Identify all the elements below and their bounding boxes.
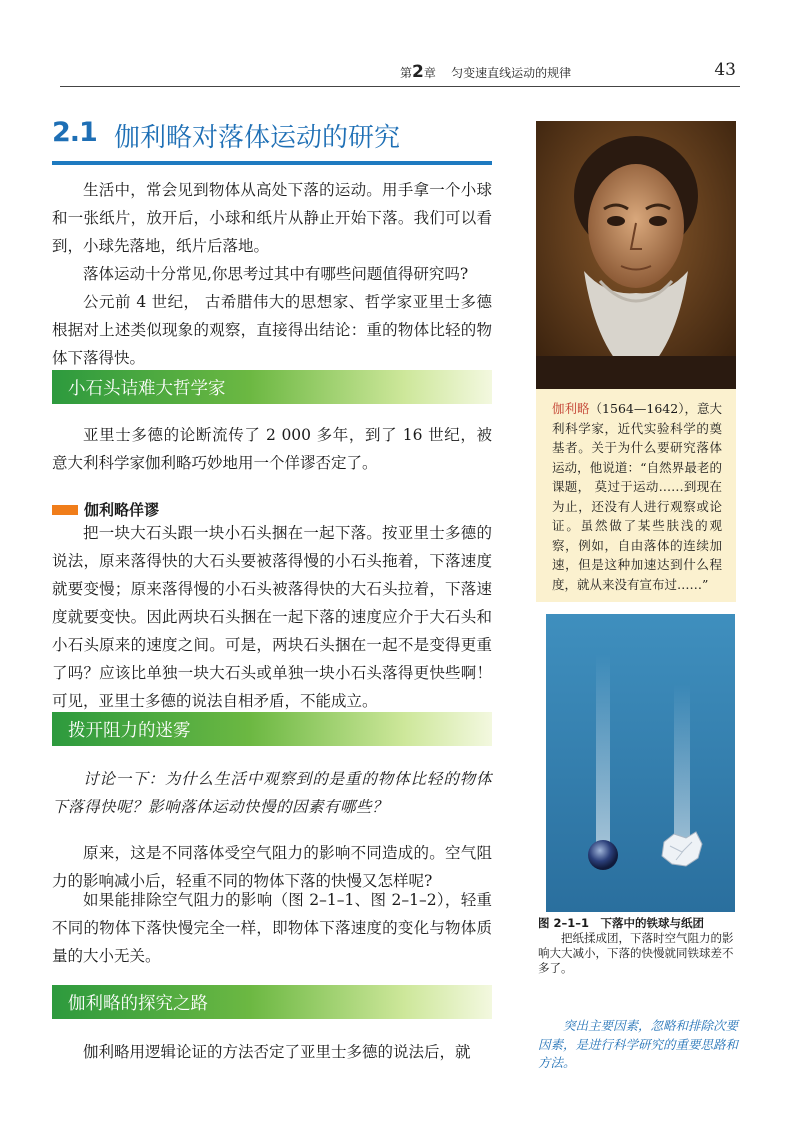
fog-paragraph-2: 如果能排除空气阻力的影响（图 2–1–1、图 2–1–2），轻重不同的物体下落快慢完全一样，即物体下落速度的变化与物体质量的大小无关。 [52, 891, 492, 965]
intro-paragraph-2: 落体运动十分常见,你思考过其中有哪些问题值得研究吗? [83, 265, 469, 283]
chapter-prefix: 第 [400, 66, 413, 80]
figure-description: 把纸揉成团，下落时空气阻力的影响大大减小，下落的快慢就同铁球差不多了。 [538, 931, 734, 975]
paradox-paragraph: 把一块大石头跟一块小石头捆在一起下落。按亚里士多德的说法，原来落得快的大石头要被落得慢的小石头拖着，下落速度就要变慢；原来落得慢的小石头被落得快的大石头拉着，下落速度就要变快。因此两块石头捆在一起下落的速度应介于大石头和小石头原来的速度之间。可是，两块石头捆在一起不是变得更重了吗？应该比单独一块大石头或单独一块小石头落得更快些啊！可见，亚里士多德的说法自相矛盾，不能成立。 [52, 524, 492, 710]
intro-paragraph-3: 公元前 4 世纪， 古希腊伟大的思想家、哲学家亚里士多德根据对上述类似现象的观察，直接得出结论：重的物体比轻的物体下落得快。 [52, 293, 492, 367]
chapter-title: 匀变速直线运动的规律 [451, 66, 572, 80]
subsection-bar-3 [52, 985, 492, 1019]
intro-paragraph-1: 生活中，常会见到物体从高处下落的运动。用手拿一个小球和一张纸片，放开后，小球和纸片从静止开始下落。我们可以看到，小球先落地，纸片后落地。 [52, 181, 492, 255]
chapter-suffix: 章 [423, 66, 436, 80]
portrait-caption [536, 389, 736, 602]
figure-label: 图 2–1–1 下落中的铁球与纸团 [538, 916, 705, 930]
page-number: 43 [714, 60, 736, 80]
section-number: 2.1 [52, 117, 97, 148]
margin-note: 突出主要因素，忽略和排除次要因素，是进行科学研究的重要思路和方法。 [538, 1018, 739, 1070]
section-title: 伽利略对落体运动的研究 [114, 123, 401, 153]
orange-marker [52, 505, 78, 515]
section-heading [52, 115, 492, 165]
path-paragraph: 伽利略用逻辑论证的方法否定了亚里士多德的说法后，就 [83, 1043, 471, 1061]
discussion-paragraph: 讨论一下：为什么生活中观察到的是重的物体比轻的物体下落得快呢？影响落体运动快慢的因素有哪些？ [52, 770, 492, 816]
falling-ball-paper-image [546, 614, 735, 912]
subsection-bar-1 [52, 370, 492, 404]
subsection-title-2: 拨开阻力的迷雾 [68, 721, 191, 741]
bar1-paragraph: 亚里士多德的论断流传了 2 000 多年，到了 16 世纪，被意大利科学家伽利略巧妙地用一个佯谬否定了。 [52, 426, 492, 472]
subheading-text: 伽利略佯谬 [84, 501, 160, 519]
subsection-title-3: 伽利略的探究之路 [68, 994, 208, 1014]
fog-paragraph-1: 原来，这是不同落体受空气阻力的影响不同造成的。空气阻力的影响减小后，轻重不同的物体下落的快慢又怎样呢? [52, 844, 492, 890]
subsection-title-1: 小石头诘难大哲学家 [68, 379, 226, 399]
chapter-label [400, 62, 571, 82]
chapter-number: 2 [412, 62, 424, 82]
caption-name: 伽利略 [552, 401, 590, 416]
figure-caption [538, 916, 738, 976]
caption-text: （1564—1642），意大利科学家，近代实验科学的奠基者。关于为什么要研究落体运动，他说道：“自然界最老的课题， 莫过于运动……到现在为止，还没有人进行观察或论证。虽然做了某些肤浅的观察，例如，自由落体的连续加速，但是这种加速达到什么程度，就从来没有宣布过……” [552, 401, 722, 592]
running-header [60, 60, 740, 87]
galileo-portrait-icon [536, 121, 736, 389]
subsection-bar-2 [52, 712, 492, 746]
